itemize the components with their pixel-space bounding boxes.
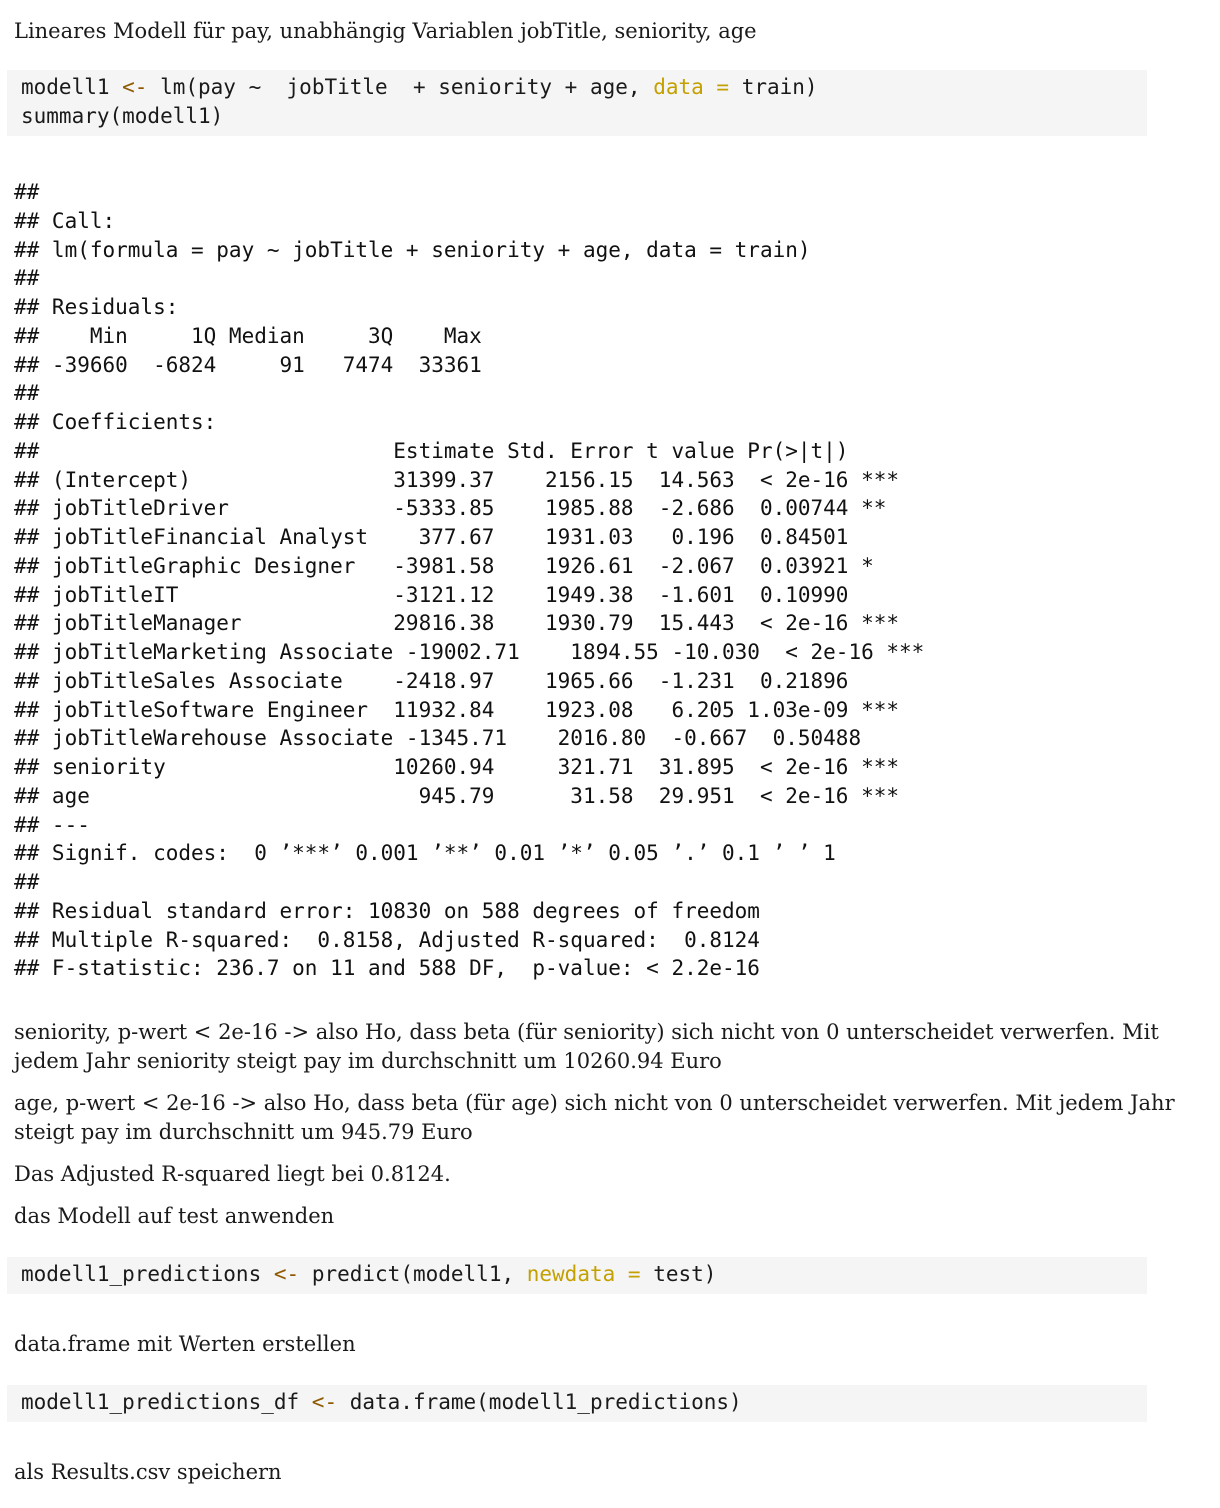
output-line: ## Multiple R-squared: 0.8158, Adjusted R-squared: 0.8124 <box>14 927 760 952</box>
para-adjusted-rsquared: Das Adjusted R-squared liegt bei 0.8124. <box>14 1162 451 1186</box>
code-text: modell1 <box>21 75 123 99</box>
intro-text: Lineares Modell für pay, unabhängig Variablen jobTitle, seniority, age <box>14 19 757 43</box>
output-line: ## Estimate Std. Error t value Pr(>|t|) <box>14 438 849 463</box>
output-line: ## Min 1Q Median 3Q Max <box>14 323 482 348</box>
output-line: ## jobTitleManager 29816.38 1930.79 15.443 < 2e-16 *** <box>14 611 900 636</box>
para-apply-model: das Modell auf test anwenden <box>14 1204 335 1228</box>
output-line: ## lm(formula = pay ~ jobTitle + seniority + age, data = train) <box>14 237 811 262</box>
output-line: ## jobTitleDriver -5333.85 1985.88 -2.686 0.00744 ** <box>14 496 887 521</box>
output-line: ## --- <box>14 812 90 837</box>
argument-name: newdata = <box>526 1262 641 1286</box>
code-line-lm <box>21 73 818 102</box>
code-text: data.frame(modell1_predictions) <box>337 1390 742 1414</box>
output-line: ## jobTitleWarehouse Associate -1345.71 2016.80 -0.667 0.50488 <box>14 726 862 751</box>
code-text: modell1_predictions_df <box>21 1390 312 1414</box>
code-text: modell1_predictions <box>21 1262 274 1286</box>
code-text: train) <box>729 75 818 99</box>
argument-name: data = <box>653 75 730 99</box>
para-seniority-line-1: seniority, p-wert < 2e-16 -> also Ho, dass beta (für seniority) sich nicht von 0 unterscheidet verwerfen. Mit <box>14 1020 1159 1044</box>
output-line: ## jobTitleSoftware Engineer 11932.84 1923.08 6.205 1.03e-09 *** <box>14 697 900 722</box>
code-line-dataframe <box>21 1388 742 1417</box>
output-line: ## Coefficients: <box>14 410 217 434</box>
code-block-predict <box>7 1257 1147 1294</box>
output-line: ## jobTitleGraphic Designer -3981.58 1926.61 -2.067 0.03921 * <box>14 553 874 578</box>
code-block-model <box>7 70 1147 136</box>
code-line-predict <box>21 1260 716 1289</box>
output-line: ## jobTitleMarketing Associate -19002.71 1894.55 -10.030 < 2e-16 *** <box>14 640 925 664</box>
output-line: ## seniority 10260.94 321.71 31.895 < 2e-16 *** <box>14 755 900 779</box>
output-line: ## jobTitleIT -3121.12 1949.38 -1.601 0.10990 <box>14 582 849 607</box>
output-line: ## <box>14 180 40 204</box>
code-line-summary: summary(modell1) <box>21 104 224 128</box>
output-line: ## Residuals: <box>14 295 179 319</box>
assign-operator: <- <box>122 75 148 99</box>
para-seniority-line-2: jedem Jahr seniority steigt pay im durchschnitt um 10260.94 Euro <box>14 1049 722 1073</box>
code-text: test) <box>640 1262 717 1286</box>
code-text: predict(modell1, <box>299 1262 527 1286</box>
output-line: ## age 945.79 31.58 29.951 < 2e-16 *** <box>14 783 900 808</box>
output-line: ## <box>14 870 40 894</box>
output-line: ## <box>14 381 40 406</box>
output-line: ## jobTitleSales Associate -2418.97 1965.66 -1.231 0.21896 <box>14 668 849 693</box>
code-text: lm(pay ~ jobTitle + seniority + age, <box>147 75 654 99</box>
assign-operator: <- <box>273 1262 300 1286</box>
output-line: ## jobTitleFinancial Analyst 377.67 1931.03 0.196 0.84501 <box>14 525 849 549</box>
assign-operator: <- <box>311 1390 338 1414</box>
code-block-dataframe <box>7 1385 1147 1422</box>
output-line: ## F-statistic: 236.7 on 11 and 588 DF, p-value: < 2.2e-16 <box>14 956 760 981</box>
output-line: ## <box>14 266 40 291</box>
output-line: ## -39660 -6824 91 7474 33361 <box>14 352 482 377</box>
para-dataframe: data.frame mit Werten erstellen <box>14 1332 356 1356</box>
para-save-csv: als Results.csv speichern <box>14 1460 282 1484</box>
output-line: ## Signif. codes: 0 ’***’ 0.001 ’**’ 0.01 ’*’ 0.05 ’.’ 0.1 ’ ’ 1 <box>14 841 836 866</box>
output-line: ## (Intercept) 31399.37 2156.15 14.563 < 2e-16 *** <box>14 467 900 492</box>
output-line: ## Call: <box>14 208 116 233</box>
output-line: ## Residual standard error: 10830 on 588 degrees of freedom <box>14 898 760 923</box>
para-age-line-2: steigt pay im durchschnitt um 945.79 Euro <box>14 1120 473 1144</box>
para-age-line-1: age, p-wert < 2e-16 -> also Ho, dass beta (für age) sich nicht von 0 unterscheidet verwerfen. Mit jedem Jahr <box>14 1091 1175 1115</box>
